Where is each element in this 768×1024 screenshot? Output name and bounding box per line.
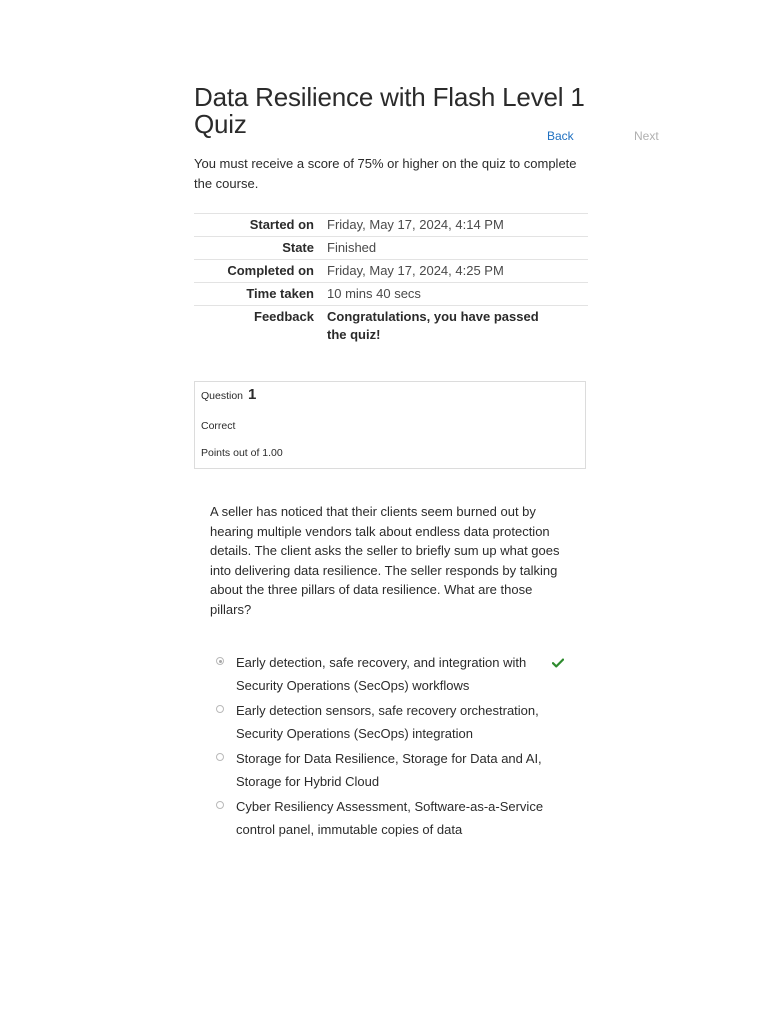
next-link-disabled: Next <box>634 129 659 143</box>
summary-row-started <box>194 214 588 237</box>
back-link[interactable]: Back <box>547 129 574 143</box>
answer-option <box>210 748 546 793</box>
answer-option <box>210 700 546 745</box>
summary-row-state <box>194 237 588 260</box>
summary-value: Friday, May 17, 2024, 4:14 PM <box>327 217 504 232</box>
attempt-summary-table <box>194 213 588 346</box>
question-number <box>201 386 256 403</box>
check-icon <box>552 658 564 668</box>
summary-label: State <box>282 240 314 255</box>
answer-options <box>210 652 580 844</box>
question-text: A seller has noticed that their clients seem burned out by hearing multiple vendors talk about endless data protection details. The client asks the seller to briefly sum up what goes into delivering data resilience. The seller responds by talking about the three pillars of data resilience. What are those pillars? <box>210 504 560 617</box>
answer-label: Early detection, safe recovery, and integration with Security Operations (SecOps) workflows <box>236 655 527 693</box>
summary-value: Finished <box>327 240 377 255</box>
summary-row-completed <box>194 260 588 283</box>
answer-label: Early detection sensors, safe recovery orchestration, Security Operations (SecOps) integration <box>236 703 539 741</box>
page-title: Data Resilience with Flash Level 1 Quiz <box>194 82 585 139</box>
answer-label: Storage for Data Resilience, Storage for Data and AI, Storage for Hybrid Cloud <box>236 751 542 789</box>
question-info-box <box>194 381 586 469</box>
feedback-value: Congratulations, you have passed the quiz! <box>327 309 539 342</box>
quiz-intro-text: You must receive a score of 75% or higher on the quiz to complete the course. <box>194 156 577 191</box>
radio-unselected <box>216 801 224 809</box>
answer-label: Cyber Resiliency Assessment, Software-as-a-Service control panel, immutable copies of data <box>236 799 544 837</box>
summary-row-feedback <box>194 306 588 347</box>
question-prefix: Question <box>201 390 244 402</box>
summary-row-time-taken <box>194 283 588 306</box>
summary-value: Friday, May 17, 2024, 4:25 PM <box>327 263 504 278</box>
radio-unselected <box>216 753 224 761</box>
answer-option <box>210 652 546 697</box>
question-state: Correct <box>201 420 236 432</box>
summary-value: 10 mins 40 secs <box>327 286 421 301</box>
radio-selected <box>216 657 224 665</box>
answer-option <box>210 796 546 841</box>
radio-unselected <box>216 705 224 713</box>
summary-label: Started on <box>249 217 314 232</box>
summary-label: Time taken <box>246 286 314 301</box>
summary-label: Feedback <box>254 309 314 324</box>
summary-label: Completed on <box>227 263 314 278</box>
question-grade: Points out of 1.00 <box>201 447 283 459</box>
question-number-value: 1 <box>247 386 257 403</box>
